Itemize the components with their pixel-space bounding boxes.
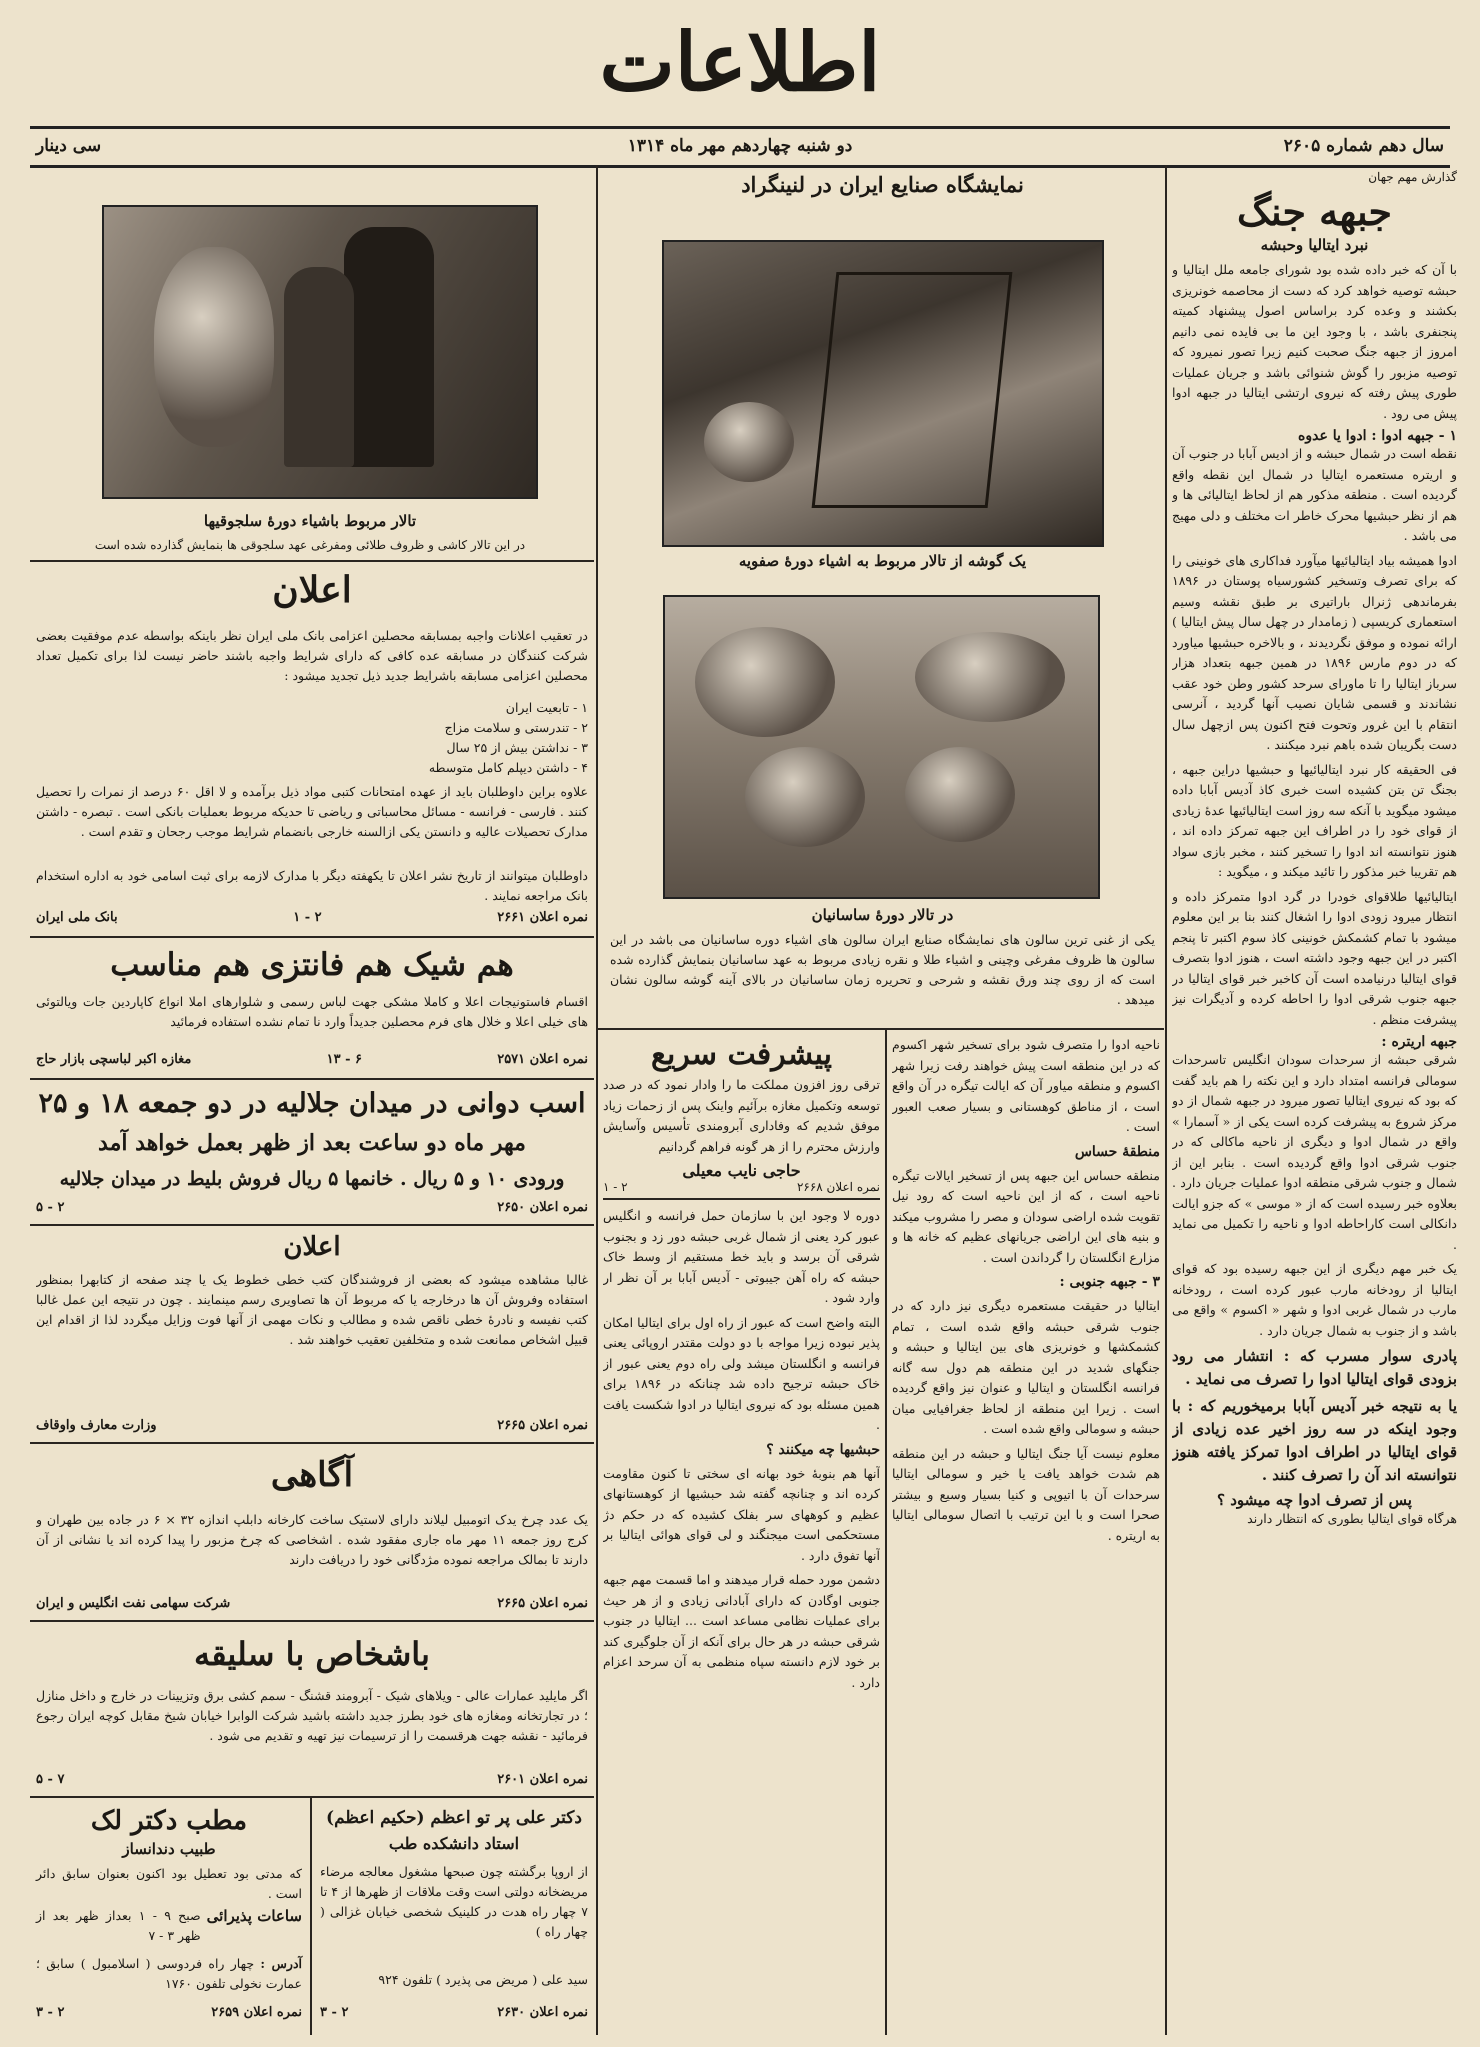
ad1-item: ۴ - داشتن دیپلم کامل متوسطه — [428, 760, 588, 775]
ad1-text: در تعقیب اعلانات واجبه بمسابقه محصلین اعزامی بانک ملی ایران نظر باینکه بواسطه عدم موفقیت بعضی شرکت کنندگان در مسابقه عده کافی که دارای شرایط واجبه باشند حاضر نیست لذا برای تکمیل تعداد محصلین اعزامی مسابقه باشرایط جدید ذیل تجدید میشود : — [36, 628, 588, 683]
article-paragraph: البته واضح است که عبور از راه اول برای ایتالیا امکان پذیر نبوده زیرا مواجه با دو دولت مقتدر اروپائی یعنی فرانسه و انگلستان میشد ولی راه دوم یعنی عبور از خاک حبشه ترجیح داده شد چنانکه در ۱۸۹۶ برای همین مسئله بود که نیروی ایتالیا در ادوا شکست یافت . — [603, 1314, 880, 1432]
center-header: نمایشگاه صنایع ایران در لنینگراد — [741, 172, 1024, 197]
ad-number: نمره اعلان ۲۵۷۱ — [497, 1052, 588, 1067]
ad-ref: ۲ - ۱ — [603, 1180, 628, 1194]
ad-ref: ۶ - ۱۳ — [326, 1052, 363, 1067]
rule — [30, 560, 594, 562]
doctorA-text: از اروپا برگشته چون صبحها مشغول معالجه مرضاء مریضخانه دولتی است وقت ملاقات از ظهرها از ۴ تا ۷ چهار راه هدت در کلینیک شخصی خیابان غزالی ( چهار راه ) — [320, 1864, 588, 1939]
doctorB-hours-block — [36, 1906, 302, 1946]
ad1-item: ۲ - تندرستی و سلامت مزاج — [444, 720, 588, 735]
bold-quote: پادری سوار مسرب که : انتشار می رود بزودی قوای ایتالیا ادوا را تصرف می نماید . — [1172, 1347, 1457, 1388]
ad1-text2: علاوه براین داوطلبان باید از عهده امتحانات کتبی مواد ذیل برآمده و لا اقل ۶۰ درصد از نمرات را تحصیل کنند . فارسی - فرانسه - مسائل محاسباتی و ریاضی تا حدیکه مربوط بعملیات بانکی است . تبصره - داشتن مدارک تحصیلات عالیه و دانستن یکی ازالسنه خارجی بانضمام شرایط موجب رجحان و تقدم است . — [36, 784, 588, 839]
section-heading: ۱ - جبهه ادوا : ادوا یا عدوه — [1298, 428, 1457, 444]
section-heading: حبشیها چه میکنند ؟ — [766, 1441, 880, 1458]
rule-center-split — [885, 1030, 887, 2035]
photo-safavid-hall — [662, 240, 1104, 547]
ad1-sign: بانک ملی ایران — [36, 910, 118, 925]
doctorB-sub: طبیب دندانساز — [122, 1840, 216, 1858]
ad-ref: ۲ - ۵ — [36, 1200, 65, 1215]
article-paragraph: نقطه است در شمال حبشه و از ادیس آبابا در جنوب آن و اریتره مستعمره ایتالیا در شمال این نقطه واقع گردیده است . منطقه مذکور هم از لحاظ ایتالیائی ها و هم از نظر حبشیها محرک خاطر ات مختلف و دلی مهیج می باشد . — [1172, 446, 1457, 543]
article-paragraph: هرگاه قوای ایتالیا بطوری که انتظار دارند — [1247, 1511, 1457, 1526]
ad-number: نمره اعلان ۲۶۶۵ — [497, 1418, 588, 1433]
issue-number: سال دهم شماره ۲۶۰۵ — [1283, 136, 1444, 156]
rule — [30, 1224, 594, 1226]
date-bar — [30, 126, 1450, 168]
article-paragraph: آنها هم بنوبهٔ خود بهانه ای سختی تا کنون مقاومت کرده اند و چنانچه گفته شد حبشیها از کوهستانهای عظیم و کوههای سر بفلک کشیده که در حکم دژ مستحکمی است میجنگند و لی قوای هوائی ایتالیا بر آنها تفوق دارد . — [603, 1465, 880, 1563]
ad5-sign: شرکت سهامی نفت انگلیس و ایران — [36, 1596, 231, 1611]
ad1-item: ۱ - تابعیت ایران — [505, 700, 588, 715]
doctorA-foot: سید علی ( مریض می پذیرد ) تلفون ۹۲۴ — [378, 1972, 588, 1987]
rule-doctors — [310, 1798, 312, 2035]
ad-number: نمره اعلان ۲۶۶۱ — [497, 910, 588, 925]
article-paragraph: دوره لا وجود این با سازمان حمل فرانسه و انگلیس عبور کرد یعنی از شمال غربی حبشه دور زد و بجنوب شرقی آن برسد و باید خط مستقیم از وسط خاک حبشه که راه آهن جیبوتی - آدیس آبابا بر آن نظر ار وارد شود . — [603, 1208, 880, 1305]
article-paragraph: معلوم نیست آیا جنگ ایتالیا و حبشه در این منطقه هم شدت خواهد یافت یا خیر و سومالی ایتالیا سرحدات آن با اتیوپی و کنیا بسیار وسیع و بیشتر صحرا است و با این ترتیب با اتصال سومالی ایتالیا به اریتره . — [892, 1445, 1160, 1543]
ad4-title: اعلان — [283, 1232, 341, 1262]
ad-number: نمره اعلان ۲۶۰۱ — [497, 1772, 588, 1787]
ad6-title: باشخاص با سلیقه — [194, 1635, 430, 1673]
ad3-line1: اسب دوانی در میدان جلالیه در دو جمعه ۱۸ و ۲۵ — [38, 1088, 586, 1119]
photo-detail — [745, 747, 865, 847]
subhead: نبرد ایتالیا وحبشه — [1260, 236, 1369, 254]
issue-price: سی دینار — [36, 136, 102, 156]
ad6-footer — [36, 1772, 588, 1787]
article-paragraph: دشمن مورد حمله قرار میدهند و اما قسمت مهم جبهه جنوبی اوگادن که دارای آبادانی زیادی و از هر حیث برای عملیات نظامی مساعد است ... ایتالیا در جنوب شرقی حبشه در هر حال برای آنکه از آن جلوگیری کند بر خود لازم دانسته سپاه منظمی به آن سرحد اعزام دارد . — [603, 1572, 880, 1690]
doctorB-addr: چهار راه فردوسی ( اسلامبول ) سابق ؛ عمارت نخولی تلفون ۱۷۶۰ — [36, 1956, 302, 1991]
question-heading: پس از تصرف ادوا چه میشود ؟ — [1217, 1491, 1412, 1509]
rule-left-col — [596, 165, 598, 2035]
section-heading: منطقهٔ حساس — [1074, 1143, 1160, 1160]
rule — [30, 1442, 594, 1444]
ad4-footer — [36, 1418, 588, 1433]
photo-detail — [284, 267, 354, 467]
ad-number: نمره اعلان ۲۶۶۸ — [796, 1180, 880, 1194]
ad1-item: ۳ - نداشتن بیش از ۲۵ سال — [446, 740, 588, 755]
photo-sasanian-hall — [663, 595, 1100, 899]
masthead-title: اطلاعات — [599, 15, 881, 109]
sasanian-text: یکی از غنی ترین سالون های نمایشگاه صنایع ایران سالون های اشیاء دوره ساسانیان می باشد در این سالون ها ظروف مفرغی وچینی و اشیاء طلا و نقره زیادی مربوط به عهد ساسانیان بنمایش گذارده شده است که از روی چند ورق نقشه و شرحی و تحریره زمان ساسانیان در بالای آینه گوشه سالون نشان میدهد . — [610, 932, 1155, 1007]
photo-detail — [812, 272, 1013, 508]
doctorA-sub: استاد دانشکده طب — [388, 1834, 520, 1853]
doctorB-title: مطب دکتر لک — [90, 1806, 248, 1836]
kicker: گذارش مهم جهان — [1368, 170, 1457, 184]
doctorB-hours: صبح ۹ - ۱ بعداز ظهر بعد از ظهر ۳ - ۷ — [36, 1908, 201, 1943]
ad5-footer — [36, 1596, 588, 1611]
ad1-text3: داوطلبان میتوانند از تاریخ نشر اعلان تا یکهفته دیگر با مدارک لازمه برای ثبت اسامی خود به اداره استخدام بانک مراجعه نمایند . — [36, 868, 588, 903]
ad1-title: اعلان — [272, 569, 352, 611]
ad2-sign: مغازه اکبر لباسچی بازار حاج — [36, 1052, 192, 1067]
ad-ref: ۲ - ۳ — [36, 2005, 65, 2020]
photo-seljuk-hall — [102, 205, 538, 499]
rule — [30, 936, 594, 938]
headline-war-front: جبهه جنگ — [1236, 189, 1393, 234]
photo-detail — [905, 747, 1015, 842]
ad3-line2: مهر ماه دو ساعت بعد از ظهر بعمل خواهد آمد — [98, 1130, 526, 1156]
ad5-text: یک عدد چرخ یدک اتومبیل لیلاند دارای لاستیک ساخت کارخانه دابلپ اندازه ۳۲ × ۶ در جاده بین طهران و کرج روز جمعه ۱۱ مهر ماه جاری مفقود شده . اشخاصی که چرخ مزبور را پیدا کرده اند یا نشانی از آن دارند تا بمالک مراجعه نموده مژدگانی خود را دریافت دارند — [36, 1512, 588, 1567]
ad2-title: هم شیک هم فانتزی هم مناسب — [110, 947, 514, 983]
ad-progress-sign: حاجی نایب معیلی — [682, 1161, 801, 1180]
ad3-line3: ورودی ۱۰ و ۵ ریال . خانمها ۵ ریال فروش بلیط در میدان جلالیه — [59, 1168, 565, 1190]
ad5-title: آگاهی — [270, 1455, 354, 1495]
article-paragraph: با آن که خبر داده شده بود شورای جامعه ملل ایتالیا و حبشه توصیه خواهد کرد که دست از محاصمه خونریزی بکشند و وعده کرد براساس اصول پیشنهاد کمیته پنجنفری باشد ، با وجود این ما بی فایده نمی دانیم امروز از جبهه جنگ صحبت کنیم زیرا تصور نمیرود که توصیه مزبور را گوش شنوائی باشد و جریان عملیات طوری پیش رفته که نیروی ارتشی ایتالیا در جبهه ادوا پیش می رود . — [1172, 262, 1457, 421]
article-paragraph: فی الحقیقه کار نبرد ایتالیائیها و حبشیها دراین جبهه ، بجنگ تن بتن کشیده است خبری کاذ آدیس آبابا داده میشود میگوید با آنکه سه روز است ایتالیائیها عدهٔ زیادی از قوای خود را در اطراف این جبهه تمرکز داده اند ، هنوز نتوانسته اند ادوا را تسخیر کنند ، مخبر بازی سواد هم تقریبا خبر مذکور را تائید میکند و ، میگوید : — [1172, 761, 1457, 879]
ad-ref: ۲ - ۳ — [320, 2005, 349, 2020]
caption-sasanian: در تالار دورهٔ ساسانیان — [811, 906, 954, 924]
article-paragraph: شرقی حبشه از سرحدات سودان انگلیس تاسرحدات سومالی فرانسه امتداد دارد و این نکته را هم باید گفت که بود که نیروی ایتالیا تصور میرود در جبهه شمال از دو مرکز شروع به پیشرفت کرده است یکی از « آسمارا » واقع در شمال ادوا و دیگری از ناحیه ماکالی که در جنوب شرقی ادوا واقع گردیده است . بنابر این از شمال و جنوب شرقی منطقه ادوا عملیات جریان دارد . بعلاوه خبر رسیده است که از « موسی » که جزو ایالت دانکالی است کاراحاطه ادوا و ناحیه را تکمیل می نماید . — [1172, 1052, 1457, 1252]
section-heading: جبهه اریتره : — [1381, 1034, 1457, 1050]
ad-ref: ۷ - ۵ — [36, 1772, 65, 1787]
ad4-text: غالبا مشاهده میشود که بعضی از فروشندگان کتب خطی خطوط یک یا چند صفحه از کتابهرا بمنظور استفاده وفروش آن ها درخارجه یا که مربوط آن ها تصاویری رسم مینمایند . چون در نتیجه این عمل غالبا کتب نفیسه و نادرهٔ خطی ناقص شده و مطالب و نکات مهمی از آنها فوت وزایل میگردد لذا از اقدام این قبیل اشخاص ممانعت شده و متخلفین تعقیب خواهند شد . — [36, 1272, 588, 1347]
ad-progress-text: ترقی روز افزون مملکت ما را وادار نمود که در صدد توسعه وتکمیل مغازه برآئیم واینک پس از زحمات زیاد موفق شدیم که وفاداری آبرومندی تأسیس وآسایش وارزش محترم را از هر گونه فراهم گردانیم — [603, 1077, 880, 1154]
caption-seljuk-sub: در این تالار کاشی و ظروف طلائی ومفرغی عهد سلجوقی ها بنمایش گذارده شده است — [94, 538, 526, 552]
article-paragraph: یک خبر مهم دیگری از این جبهه رسیده بود که قوای ایتالیا از رودخانه مارب عبور کرده است ، رودخانه مارب در شمال غربی ادوا و شهر « اکسوم » واقع می باشد و از جنوب به شمال جریان دارد . — [1172, 1261, 1457, 1338]
center-lower-right-column — [892, 1035, 1160, 2035]
ad-ref: ۲ - ۱ — [293, 910, 322, 925]
center-lower-left-column — [603, 1035, 880, 2035]
issue-date: دو شنبه چهاردهم مهر ماه ۱۳۱۴ — [627, 136, 853, 156]
ad1-items — [36, 698, 588, 778]
ad4-sign: وزارت معارف واوقاف — [36, 1418, 157, 1433]
ad3-footer — [36, 1200, 588, 1215]
article-paragraph: ایتالیائیها طلاقوای خودرا در گرد ادوا متمرکز داده و انتظار میرود زودی ادوا را اشغال کنند بنا بر این معلوم میشود با تمام کشمکش خونینی کاذ سوم اکتبر تا پنجم اکتبر در این جبهه وجود داشته است ، هنوز ادوا بتصرف قوای ایتالیا درنیامده است آن کاخبر خبر قوای ایتالیا در جبهه جنوب شرقی ادوا را احاطه کرده و آدیگرات نیز پیشرفت منظم . — [1172, 888, 1457, 1027]
ad6-text: اگر مایلید عمارات عالی - ویلاهای شیک - آبرومند قشنگ - سمم کشی برق وتزیینات در خارج و داخل منازل ؛ در تجارتخانه ومغازه های خود بطرز جدید داشته باشید شرکت الوابرا خیابان شیخ مقابل کوچه ایران رجوع فرمائید - نقشه جهت هرقسمت را از ترسیمات نیز تهیه و تقدیم می شود . — [36, 1688, 588, 1743]
ad1-footer — [36, 910, 588, 925]
article-paragraph: منطقه حساس این جبهه پس از تسخیر ایالات تیگره ناحیه است ، که از این ناحیه است که رود نیل تقویت شده اراضی سودان و مصر را مشروب میکند و بنیه های این اراضی جریانهای عظیم که خانه ها و مزارع انگلستان را گرداندن است . — [892, 1167, 1160, 1265]
caption-safavid: یک گوشه از تالار مربوط به اشیاء دورهٔ صفویه — [738, 552, 1027, 570]
article-paragraph: ناحیه ادوا را متصرف شود برای تسخیر شهر اکسوم که در این منطقه است پیش خواهند رفت زیرا شهر اکسوم و منطقه میاور آن که ایالت تیگره در آن واقع است ، از مناطق کوهستانی و بسیار صعب العبور است . — [892, 1037, 1160, 1134]
photo-detail — [154, 247, 274, 447]
doctorB-addr-block — [36, 1954, 302, 1994]
photo-detail — [695, 627, 835, 737]
right-column — [1172, 170, 1457, 2040]
doctorB-text: که مدتی بود تعطیل بود اکنون بعنوان سابق دائر است . — [36, 1866, 302, 1901]
section-heading: ۳ - جبهه جنوبی : — [1059, 1274, 1160, 1290]
ad-number: نمره اعلان ۲۶۵۹ — [211, 2005, 302, 2020]
rule — [30, 1796, 594, 1798]
photo-detail — [704, 402, 794, 482]
doctorA-title: دکتر علی پر تو اعظم (حکیم اعظم) — [326, 1808, 582, 1828]
ad-number: نمره اعلان ۲۶۳۰ — [497, 2005, 588, 2020]
article-paragraph: ادوا همیشه بیاد ایتالیائیها میآورد فداکاری های خونینی را که برای تصرف وتسخیر کشورسیاه پوستان در ۱۸۹۶ بفرماندهی ژنرال باراتیری بر طبق نقشه وسیم استعماری کریسپی ( زمامدار در چهل سال پیش ایتالیا ) ارائه نموده و موفق نگردیدند ، و بالاخره حبشیها میاورد که در دوم مارس ۱۸۹۶ در همین جبهه بتعداد هزار سرباز ایتالیا را تا ماورای سرحد کشور وطن خود عقب نشاندند و قسمی شایان نصیب آنها گردید ، آنرسی انتقام با این غرور وتحوت فتح اکنون پس ازچهل سال دست بگریبان شده باهم نبرد میکنند . — [1172, 552, 1457, 752]
caption-seljuk: تالار مربوط باشیاء دورهٔ سلجوقیها — [203, 512, 417, 530]
rule — [30, 1078, 594, 1080]
ad-progress-title: پیشرفت سریع — [651, 1037, 832, 1072]
doctorA-footer — [320, 2005, 588, 2020]
doctorB-footer — [36, 2005, 302, 2020]
ad-progress-footer — [603, 1180, 880, 1200]
photo-detail — [915, 632, 1065, 722]
rule-center-mid — [598, 1028, 1164, 1030]
ad2-text: اقسام فاستونیجات اعلا و کاملا مشکی جهت لباس رسمی و شلوارهای املا انواع کاپاردین جات ویالتوئی های خیلی اعلا و خلال های فرم محصلین جدیداً وارد نا تمام نشده استفاده فرمائید — [36, 994, 588, 1029]
rule — [30, 1620, 594, 1622]
doctorB-hours-label: ساعات پذیرائی — [206, 1907, 302, 1925]
ad-number: نمره اعلان ۲۶۶۵ — [497, 1596, 588, 1611]
ad-number: نمره اعلان ۲۶۵۰ — [497, 1200, 588, 1215]
article-paragraph: ایتالیا در حقیقت مستعمره دیگری نیز دارد که در جنوب شرقی حبشه واقع شده است ، تمام کشمکشها و خونریزی های بین ایتالیا و حبشه و جنگهای شدید در این منطقه هم دول سه گانه فرانسه انگلستان و ایتالیا و عنوان نیز واقع گردیده است . زیرا این منطقه از لحاظ جغرافیایی میان حبشه و سومالی واقع شده است . — [892, 1298, 1160, 1436]
rule-right-col — [1165, 165, 1167, 2035]
ad2-footer — [36, 1052, 588, 1067]
bold-quote: یا به نتیجه خبر آدیس آبابا برمیخوریم که : با وجود اینکه در سه روز اخیر عده زیادی از قوای ایتالیا در اطراف ادوا تمرکز یافته هنوز نتوانسته اند آن را تصرف کنند . — [1172, 1397, 1457, 1484]
doctorB-addr-label: آدرس : — [260, 1956, 302, 1971]
photo-detail — [344, 227, 434, 467]
